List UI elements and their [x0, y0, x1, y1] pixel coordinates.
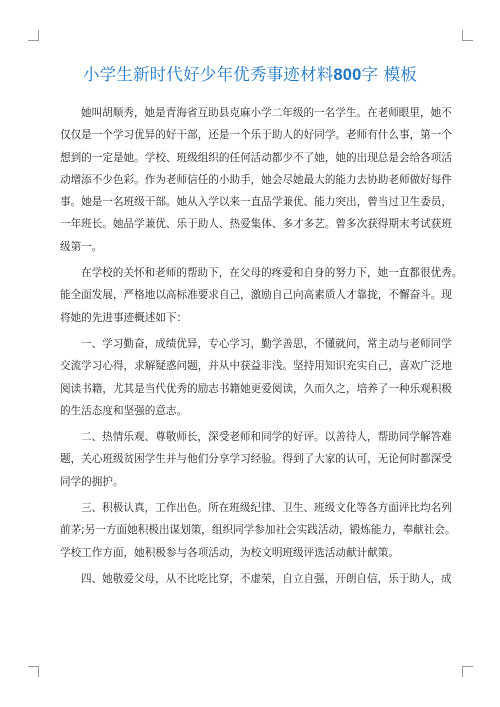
crop-mark-bottom-right	[462, 666, 473, 677]
paragraph-line: 一年班长。她品学兼优、乐于助人、热爱集体、多才多艺。曾多次获得期末考试获班	[60, 218, 452, 231]
paragraph-line: 阅读书籍，尤其是当代优秀的励志书籍她更爱阅读，久而久之，培养了一种乐观积极	[60, 382, 452, 395]
paragraph	[60, 568, 452, 590]
paragraph-line: 同学的拥护。	[60, 475, 124, 488]
title-suffix: 字 模板	[361, 65, 418, 84]
title-number: 800	[333, 66, 362, 84]
title-prefix: 小学生新时代好少年优秀事迹材料	[82, 65, 334, 84]
paragraph-line: 的生活态度和坚强的意志。	[60, 404, 188, 417]
paragraph-line: 将她的先进事迹概述如下：	[60, 311, 188, 324]
paragraph-line: 三、积极认真，工作出色。所在班级纪律、卫生、班级文化等各方面评比均名列	[81, 502, 452, 515]
paragraph-line: 能全面发展，严格地以高标准要求自己，激励自己向高素质人才靠拢，不懈奋斗。现	[60, 289, 452, 302]
paragraph-line: 动增添不少色彩。作为老师信任的小助手，她会尽她最大的能力去协助老师做好每件	[60, 173, 452, 186]
paragraph-line: 级第一。	[60, 240, 103, 253]
paragraph-line: 事。她是一名班级干部。她从入学以来一直品学兼优、能力突出，曾当过卫生委员，	[60, 196, 452, 209]
paragraph-line: 她叫胡顺秀，她是青海省互助县克麻小学二年级的一名学生。在老师眼里，她不	[81, 107, 452, 119]
paragraph	[60, 262, 463, 329]
crop-mark-top-left	[28, 30, 39, 41]
document-body	[60, 102, 463, 590]
paragraph-line: 前茅;另一方面她积极出谋划策，组织同学参加社会实践活动，锻炼能力，奉献社会。	[60, 524, 456, 537]
paragraph-line: 在学校的关怀和老师的帮助下，在父母的疼爱和自身的努力下，她一直都很优秀。	[81, 267, 463, 280]
paragraph	[60, 426, 452, 493]
crop-mark-bottom-left	[28, 666, 39, 677]
paragraph-line: 学校工作方面，她积极参与各项活动，为校文明班级评选活动献计献策。	[60, 546, 399, 559]
paragraph	[60, 497, 456, 564]
paragraph-line: 想到的一定是她。学校、班级组织的任何活动都少不了她，她的出现总是会给各项活	[60, 151, 452, 164]
paragraph-line: 四、她敬爱父母，从不比吃比穿，不虚荣，自立自强，开朗自信，乐于助人，成	[81, 572, 452, 585]
paragraph	[60, 102, 452, 258]
document-title	[0, 64, 500, 86]
paragraph	[60, 333, 452, 422]
crop-mark-top-right	[462, 30, 473, 41]
paragraph-line: 题，关心班级贫困学生并与他们分享学习经验。得到了大家的认可，无论何时都深受	[60, 453, 452, 466]
paragraph-line: 交流学习心得，求解疑惑问题，并从中获益非浅。坚持用知识充实自己，喜欢广泛地	[60, 360, 452, 373]
paragraph-line: 一、学习勤奋，成绩优异，专心学习，勤学善思，不懂就问，常主动与老师同学	[81, 337, 452, 350]
paragraph-line: 仅仅是一个学习优异的好干部，还是一个乐于助人的好同学。老师有什么事，第一个	[60, 129, 452, 142]
paragraph-line: 二、热情乐观、尊敬师长，深受老师和同学的好评。以善待人，帮助同学解答难	[81, 431, 452, 444]
